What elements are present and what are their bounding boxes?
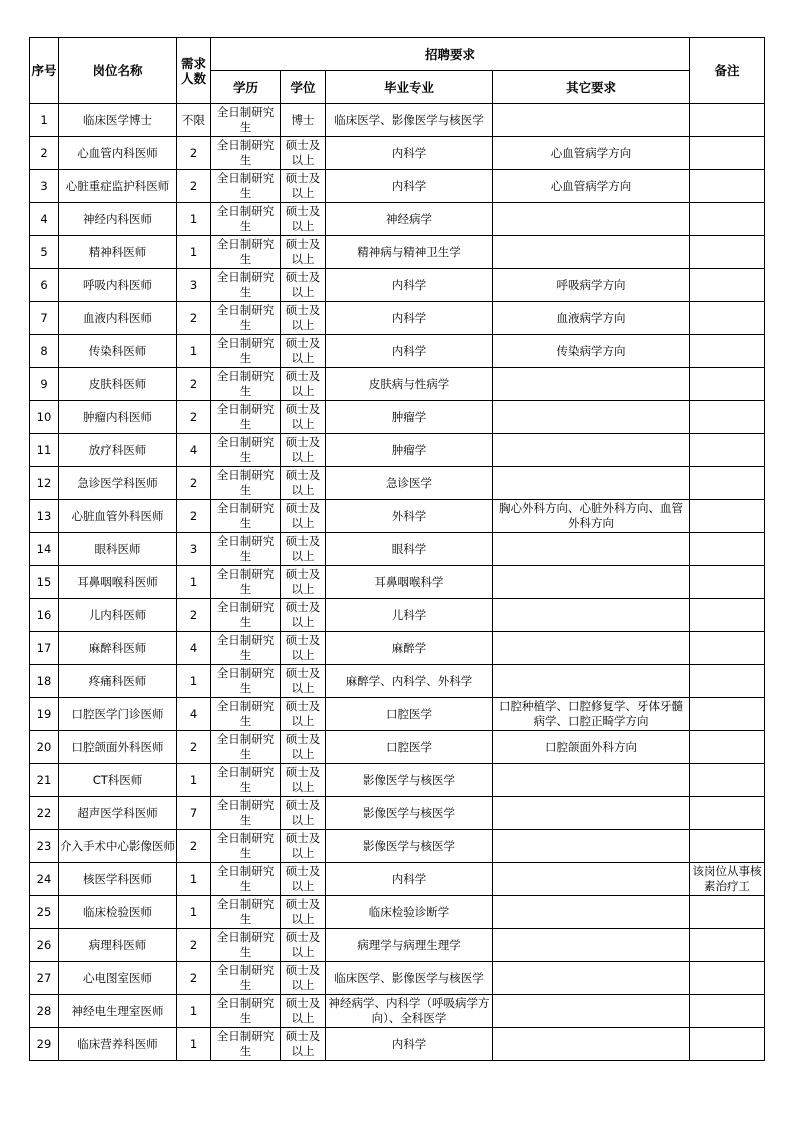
degree-cell: 硕士及以上	[281, 368, 326, 401]
remark-cell	[690, 1028, 765, 1061]
degree-cell: 硕士及以上	[281, 632, 326, 665]
other-cell: 心血管病学方向	[493, 137, 690, 170]
remark-cell	[690, 500, 765, 533]
education-cell: 全日制研究生	[211, 863, 281, 896]
major-cell: 麻醉学、内科学、外科学	[326, 665, 493, 698]
major-cell: 急诊医学	[326, 467, 493, 500]
education-cell: 全日制研究生	[211, 467, 281, 500]
major-cell: 口腔医学	[326, 698, 493, 731]
education-cell: 全日制研究生	[211, 302, 281, 335]
seq-cell: 23	[30, 830, 59, 863]
other-cell	[493, 434, 690, 467]
other-cell	[493, 533, 690, 566]
remark-cell	[690, 401, 765, 434]
seq-cell: 29	[30, 1028, 59, 1061]
major-cell: 影像医学与核医学	[326, 764, 493, 797]
count-cell: 2	[177, 368, 211, 401]
header-education: 学历	[211, 71, 281, 104]
education-cell: 全日制研究生	[211, 137, 281, 170]
other-cell: 传染病学方向	[493, 335, 690, 368]
seq-cell: 28	[30, 995, 59, 1028]
table-row	[30, 632, 765, 665]
major-cell: 影像医学与核医学	[326, 797, 493, 830]
count-cell: 2	[177, 401, 211, 434]
seq-cell: 6	[30, 269, 59, 302]
degree-cell: 硕士及以上	[281, 302, 326, 335]
recruitment-table	[29, 37, 765, 1061]
other-cell: 呼吸病学方向	[493, 269, 690, 302]
major-cell: 内科学	[326, 269, 493, 302]
count-cell: 7	[177, 797, 211, 830]
table-row	[30, 467, 765, 500]
degree-cell: 硕士及以上	[281, 764, 326, 797]
other-cell	[493, 797, 690, 830]
count-cell: 1	[177, 1028, 211, 1061]
seq-cell: 13	[30, 500, 59, 533]
education-cell: 全日制研究生	[211, 995, 281, 1028]
position-cell: 疼痛科医师	[59, 665, 177, 698]
count-cell: 2	[177, 599, 211, 632]
count-cell: 2	[177, 929, 211, 962]
position-cell: 临床医学博士	[59, 104, 177, 137]
major-cell: 临床检验诊断学	[326, 896, 493, 929]
table-row	[30, 302, 765, 335]
degree-cell: 硕士及以上	[281, 731, 326, 764]
position-cell: 呼吸内科医师	[59, 269, 177, 302]
count-cell: 1	[177, 764, 211, 797]
table-row	[30, 269, 765, 302]
position-cell: 临床营养科医师	[59, 1028, 177, 1061]
degree-cell: 硕士及以上	[281, 797, 326, 830]
position-cell: 耳鼻咽喉科医师	[59, 566, 177, 599]
degree-cell: 硕士及以上	[281, 830, 326, 863]
table-row	[30, 203, 765, 236]
remark-cell	[690, 467, 765, 500]
position-cell: 口腔颌面外科医师	[59, 731, 177, 764]
major-cell: 精神病与精神卫生学	[326, 236, 493, 269]
degree-cell: 硕士及以上	[281, 170, 326, 203]
degree-cell: 硕士及以上	[281, 698, 326, 731]
seq-cell: 24	[30, 863, 59, 896]
count-cell: 2	[177, 137, 211, 170]
degree-cell: 硕士及以上	[281, 533, 326, 566]
table-row	[30, 566, 765, 599]
seq-cell: 17	[30, 632, 59, 665]
count-cell: 1	[177, 203, 211, 236]
major-cell: 内科学	[326, 1028, 493, 1061]
education-cell: 全日制研究生	[211, 599, 281, 632]
seq-cell: 22	[30, 797, 59, 830]
table-row	[30, 896, 765, 929]
position-cell: 核医学科医师	[59, 863, 177, 896]
seq-cell: 16	[30, 599, 59, 632]
major-cell: 皮肤病与性病学	[326, 368, 493, 401]
degree-cell: 硕士及以上	[281, 500, 326, 533]
other-cell	[493, 599, 690, 632]
table-row	[30, 104, 765, 137]
remark-cell: 该岗位从事核素治疗工	[690, 863, 765, 896]
degree-cell: 硕士及以上	[281, 137, 326, 170]
table-row	[30, 368, 765, 401]
remark-cell	[690, 269, 765, 302]
degree-cell: 硕士及以上	[281, 467, 326, 500]
education-cell: 全日制研究生	[211, 1028, 281, 1061]
other-cell	[493, 896, 690, 929]
other-cell: 口腔种植学、口腔修复学、牙体牙髓病学、口腔正畸学方向	[493, 698, 690, 731]
header-remark: 备注	[690, 38, 765, 104]
seq-cell: 1	[30, 104, 59, 137]
other-cell	[493, 104, 690, 137]
position-cell: 放疗科医师	[59, 434, 177, 467]
table-row	[30, 236, 765, 269]
major-cell: 临床医学、影像医学与核医学	[326, 962, 493, 995]
count-cell: 2	[177, 830, 211, 863]
degree-cell: 硕士及以上	[281, 863, 326, 896]
remark-cell	[690, 797, 765, 830]
header-row-1	[30, 38, 765, 71]
seq-cell: 27	[30, 962, 59, 995]
education-cell: 全日制研究生	[211, 665, 281, 698]
table-row	[30, 500, 765, 533]
table-row	[30, 401, 765, 434]
major-cell: 影像医学与核医学	[326, 830, 493, 863]
education-cell: 全日制研究生	[211, 731, 281, 764]
table-row	[30, 797, 765, 830]
seq-cell: 7	[30, 302, 59, 335]
table-row	[30, 929, 765, 962]
count-cell: 2	[177, 731, 211, 764]
position-cell: 病理科医师	[59, 929, 177, 962]
position-cell: 心电图室医师	[59, 962, 177, 995]
remark-cell	[690, 896, 765, 929]
remark-cell	[690, 335, 765, 368]
major-cell: 神经病学、内科学（呼吸病学方向）、全科医学	[326, 995, 493, 1028]
table-row	[30, 995, 765, 1028]
major-cell: 耳鼻咽喉科学	[326, 566, 493, 599]
position-cell: 心血管内科医师	[59, 137, 177, 170]
remark-cell	[690, 104, 765, 137]
position-cell: CT科医师	[59, 764, 177, 797]
degree-cell: 硕士及以上	[281, 995, 326, 1028]
seq-cell: 25	[30, 896, 59, 929]
remark-cell	[690, 830, 765, 863]
major-cell: 肿瘤学	[326, 434, 493, 467]
degree-cell: 硕士及以上	[281, 434, 326, 467]
count-cell: 4	[177, 632, 211, 665]
degree-cell: 硕士及以上	[281, 896, 326, 929]
position-cell: 口腔医学门诊医师	[59, 698, 177, 731]
degree-cell: 硕士及以上	[281, 269, 326, 302]
major-cell: 临床医学、影像医学与核医学	[326, 104, 493, 137]
other-cell	[493, 632, 690, 665]
seq-cell: 12	[30, 467, 59, 500]
count-cell: 4	[177, 434, 211, 467]
education-cell: 全日制研究生	[211, 896, 281, 929]
degree-cell: 硕士及以上	[281, 962, 326, 995]
degree-cell: 硕士及以上	[281, 236, 326, 269]
count-cell: 1	[177, 665, 211, 698]
other-cell: 心血管病学方向	[493, 170, 690, 203]
position-cell: 麻醉科医师	[59, 632, 177, 665]
seq-cell: 9	[30, 368, 59, 401]
count-cell: 不限	[177, 104, 211, 137]
major-cell: 内科学	[326, 170, 493, 203]
remark-cell	[690, 434, 765, 467]
count-cell: 2	[177, 962, 211, 995]
remark-cell	[690, 236, 765, 269]
remark-cell	[690, 962, 765, 995]
count-cell: 1	[177, 995, 211, 1028]
degree-cell: 博士	[281, 104, 326, 137]
position-cell: 精神科医师	[59, 236, 177, 269]
position-cell: 心脏重症监护科医师	[59, 170, 177, 203]
education-cell: 全日制研究生	[211, 434, 281, 467]
education-cell: 全日制研究生	[211, 500, 281, 533]
seq-cell: 4	[30, 203, 59, 236]
degree-cell: 硕士及以上	[281, 401, 326, 434]
remark-cell	[690, 995, 765, 1028]
seq-cell: 2	[30, 137, 59, 170]
major-cell: 内科学	[326, 302, 493, 335]
table-row	[30, 962, 765, 995]
remark-cell	[690, 698, 765, 731]
remark-cell	[690, 632, 765, 665]
major-cell: 儿科学	[326, 599, 493, 632]
other-cell	[493, 566, 690, 599]
education-cell: 全日制研究生	[211, 170, 281, 203]
count-cell: 1	[177, 566, 211, 599]
major-cell: 内科学	[326, 137, 493, 170]
table-row	[30, 170, 765, 203]
major-cell: 病理学与病理生理学	[326, 929, 493, 962]
table-row	[30, 731, 765, 764]
other-cell	[493, 236, 690, 269]
seq-cell: 11	[30, 434, 59, 467]
position-cell: 心脏血管外科医师	[59, 500, 177, 533]
table-row	[30, 830, 765, 863]
other-cell	[493, 203, 690, 236]
remark-cell	[690, 533, 765, 566]
position-cell: 介入手术中心影像医师	[59, 830, 177, 863]
table-row	[30, 434, 765, 467]
header-seq: 序号	[30, 38, 59, 104]
seq-cell: 15	[30, 566, 59, 599]
degree-cell: 硕士及以上	[281, 203, 326, 236]
education-cell: 全日制研究生	[211, 401, 281, 434]
education-cell: 全日制研究生	[211, 566, 281, 599]
other-cell	[493, 665, 690, 698]
table-row	[30, 137, 765, 170]
other-cell: 胸心外科方向、心脏外科方向、血管外科方向	[493, 500, 690, 533]
remark-cell	[690, 302, 765, 335]
major-cell: 肿瘤学	[326, 401, 493, 434]
degree-cell: 硕士及以上	[281, 335, 326, 368]
education-cell: 全日制研究生	[211, 236, 281, 269]
remark-cell	[690, 764, 765, 797]
other-cell: 口腔颌面外科方向	[493, 731, 690, 764]
other-cell	[493, 368, 690, 401]
table-row	[30, 863, 765, 896]
major-cell: 内科学	[326, 335, 493, 368]
table-row	[30, 764, 765, 797]
degree-cell: 硕士及以上	[281, 599, 326, 632]
other-cell	[493, 962, 690, 995]
header-count: 需求人数	[177, 38, 211, 104]
header-major: 毕业专业	[326, 71, 493, 104]
major-cell: 麻醉学	[326, 632, 493, 665]
education-cell: 全日制研究生	[211, 764, 281, 797]
count-cell: 2	[177, 170, 211, 203]
education-cell: 全日制研究生	[211, 203, 281, 236]
count-cell: 1	[177, 335, 211, 368]
position-cell: 肿瘤内科医师	[59, 401, 177, 434]
count-cell: 4	[177, 698, 211, 731]
position-cell: 超声医学科医师	[59, 797, 177, 830]
seq-cell: 8	[30, 335, 59, 368]
count-cell: 2	[177, 302, 211, 335]
education-cell: 全日制研究生	[211, 962, 281, 995]
major-cell: 外科学	[326, 500, 493, 533]
remark-cell	[690, 731, 765, 764]
table-row	[30, 698, 765, 731]
remark-cell	[690, 170, 765, 203]
education-cell: 全日制研究生	[211, 929, 281, 962]
degree-cell: 硕士及以上	[281, 929, 326, 962]
education-cell: 全日制研究生	[211, 368, 281, 401]
education-cell: 全日制研究生	[211, 533, 281, 566]
table-body	[30, 104, 765, 1061]
count-cell: 1	[177, 896, 211, 929]
position-cell: 神经电生理室医师	[59, 995, 177, 1028]
other-cell	[493, 995, 690, 1028]
position-cell: 临床检验医师	[59, 896, 177, 929]
education-cell: 全日制研究生	[211, 632, 281, 665]
education-cell: 全日制研究生	[211, 269, 281, 302]
table-row	[30, 665, 765, 698]
seq-cell: 26	[30, 929, 59, 962]
count-cell: 3	[177, 533, 211, 566]
other-cell	[493, 929, 690, 962]
table-row	[30, 335, 765, 368]
seq-cell: 3	[30, 170, 59, 203]
major-cell: 内科学	[326, 863, 493, 896]
header-requirements: 招聘要求	[211, 38, 690, 71]
header-degree: 学位	[281, 71, 326, 104]
header-position: 岗位名称	[59, 38, 177, 104]
remark-cell	[690, 203, 765, 236]
position-cell: 眼科医师	[59, 533, 177, 566]
seq-cell: 5	[30, 236, 59, 269]
seq-cell: 14	[30, 533, 59, 566]
education-cell: 全日制研究生	[211, 797, 281, 830]
remark-cell	[690, 929, 765, 962]
education-cell: 全日制研究生	[211, 335, 281, 368]
other-cell	[493, 1028, 690, 1061]
other-cell	[493, 764, 690, 797]
header-other: 其它要求	[493, 71, 690, 104]
count-cell: 3	[177, 269, 211, 302]
major-cell: 眼科学	[326, 533, 493, 566]
other-cell	[493, 830, 690, 863]
major-cell: 口腔医学	[326, 731, 493, 764]
position-cell: 传染科医师	[59, 335, 177, 368]
position-cell: 儿内科医师	[59, 599, 177, 632]
count-cell: 2	[177, 467, 211, 500]
count-cell: 1	[177, 863, 211, 896]
remark-cell	[690, 599, 765, 632]
remark-cell	[690, 665, 765, 698]
table-row	[30, 533, 765, 566]
seq-cell: 20	[30, 731, 59, 764]
remark-cell	[690, 368, 765, 401]
major-cell: 神经病学	[326, 203, 493, 236]
other-cell	[493, 401, 690, 434]
degree-cell: 硕士及以上	[281, 665, 326, 698]
other-cell	[493, 863, 690, 896]
position-cell: 神经内科医师	[59, 203, 177, 236]
table-row	[30, 1028, 765, 1061]
remark-cell	[690, 566, 765, 599]
other-cell	[493, 467, 690, 500]
degree-cell: 硕士及以上	[281, 1028, 326, 1061]
position-cell: 皮肤科医师	[59, 368, 177, 401]
position-cell: 血液内科医师	[59, 302, 177, 335]
seq-cell: 21	[30, 764, 59, 797]
degree-cell: 硕士及以上	[281, 566, 326, 599]
count-cell: 1	[177, 236, 211, 269]
count-cell: 2	[177, 500, 211, 533]
other-cell: 血液病学方向	[493, 302, 690, 335]
seq-cell: 18	[30, 665, 59, 698]
education-cell: 全日制研究生	[211, 830, 281, 863]
education-cell: 全日制研究生	[211, 698, 281, 731]
education-cell: 全日制研究生	[211, 104, 281, 137]
seq-cell: 19	[30, 698, 59, 731]
table-row	[30, 599, 765, 632]
seq-cell: 10	[30, 401, 59, 434]
remark-cell	[690, 137, 765, 170]
position-cell: 急诊医学科医师	[59, 467, 177, 500]
